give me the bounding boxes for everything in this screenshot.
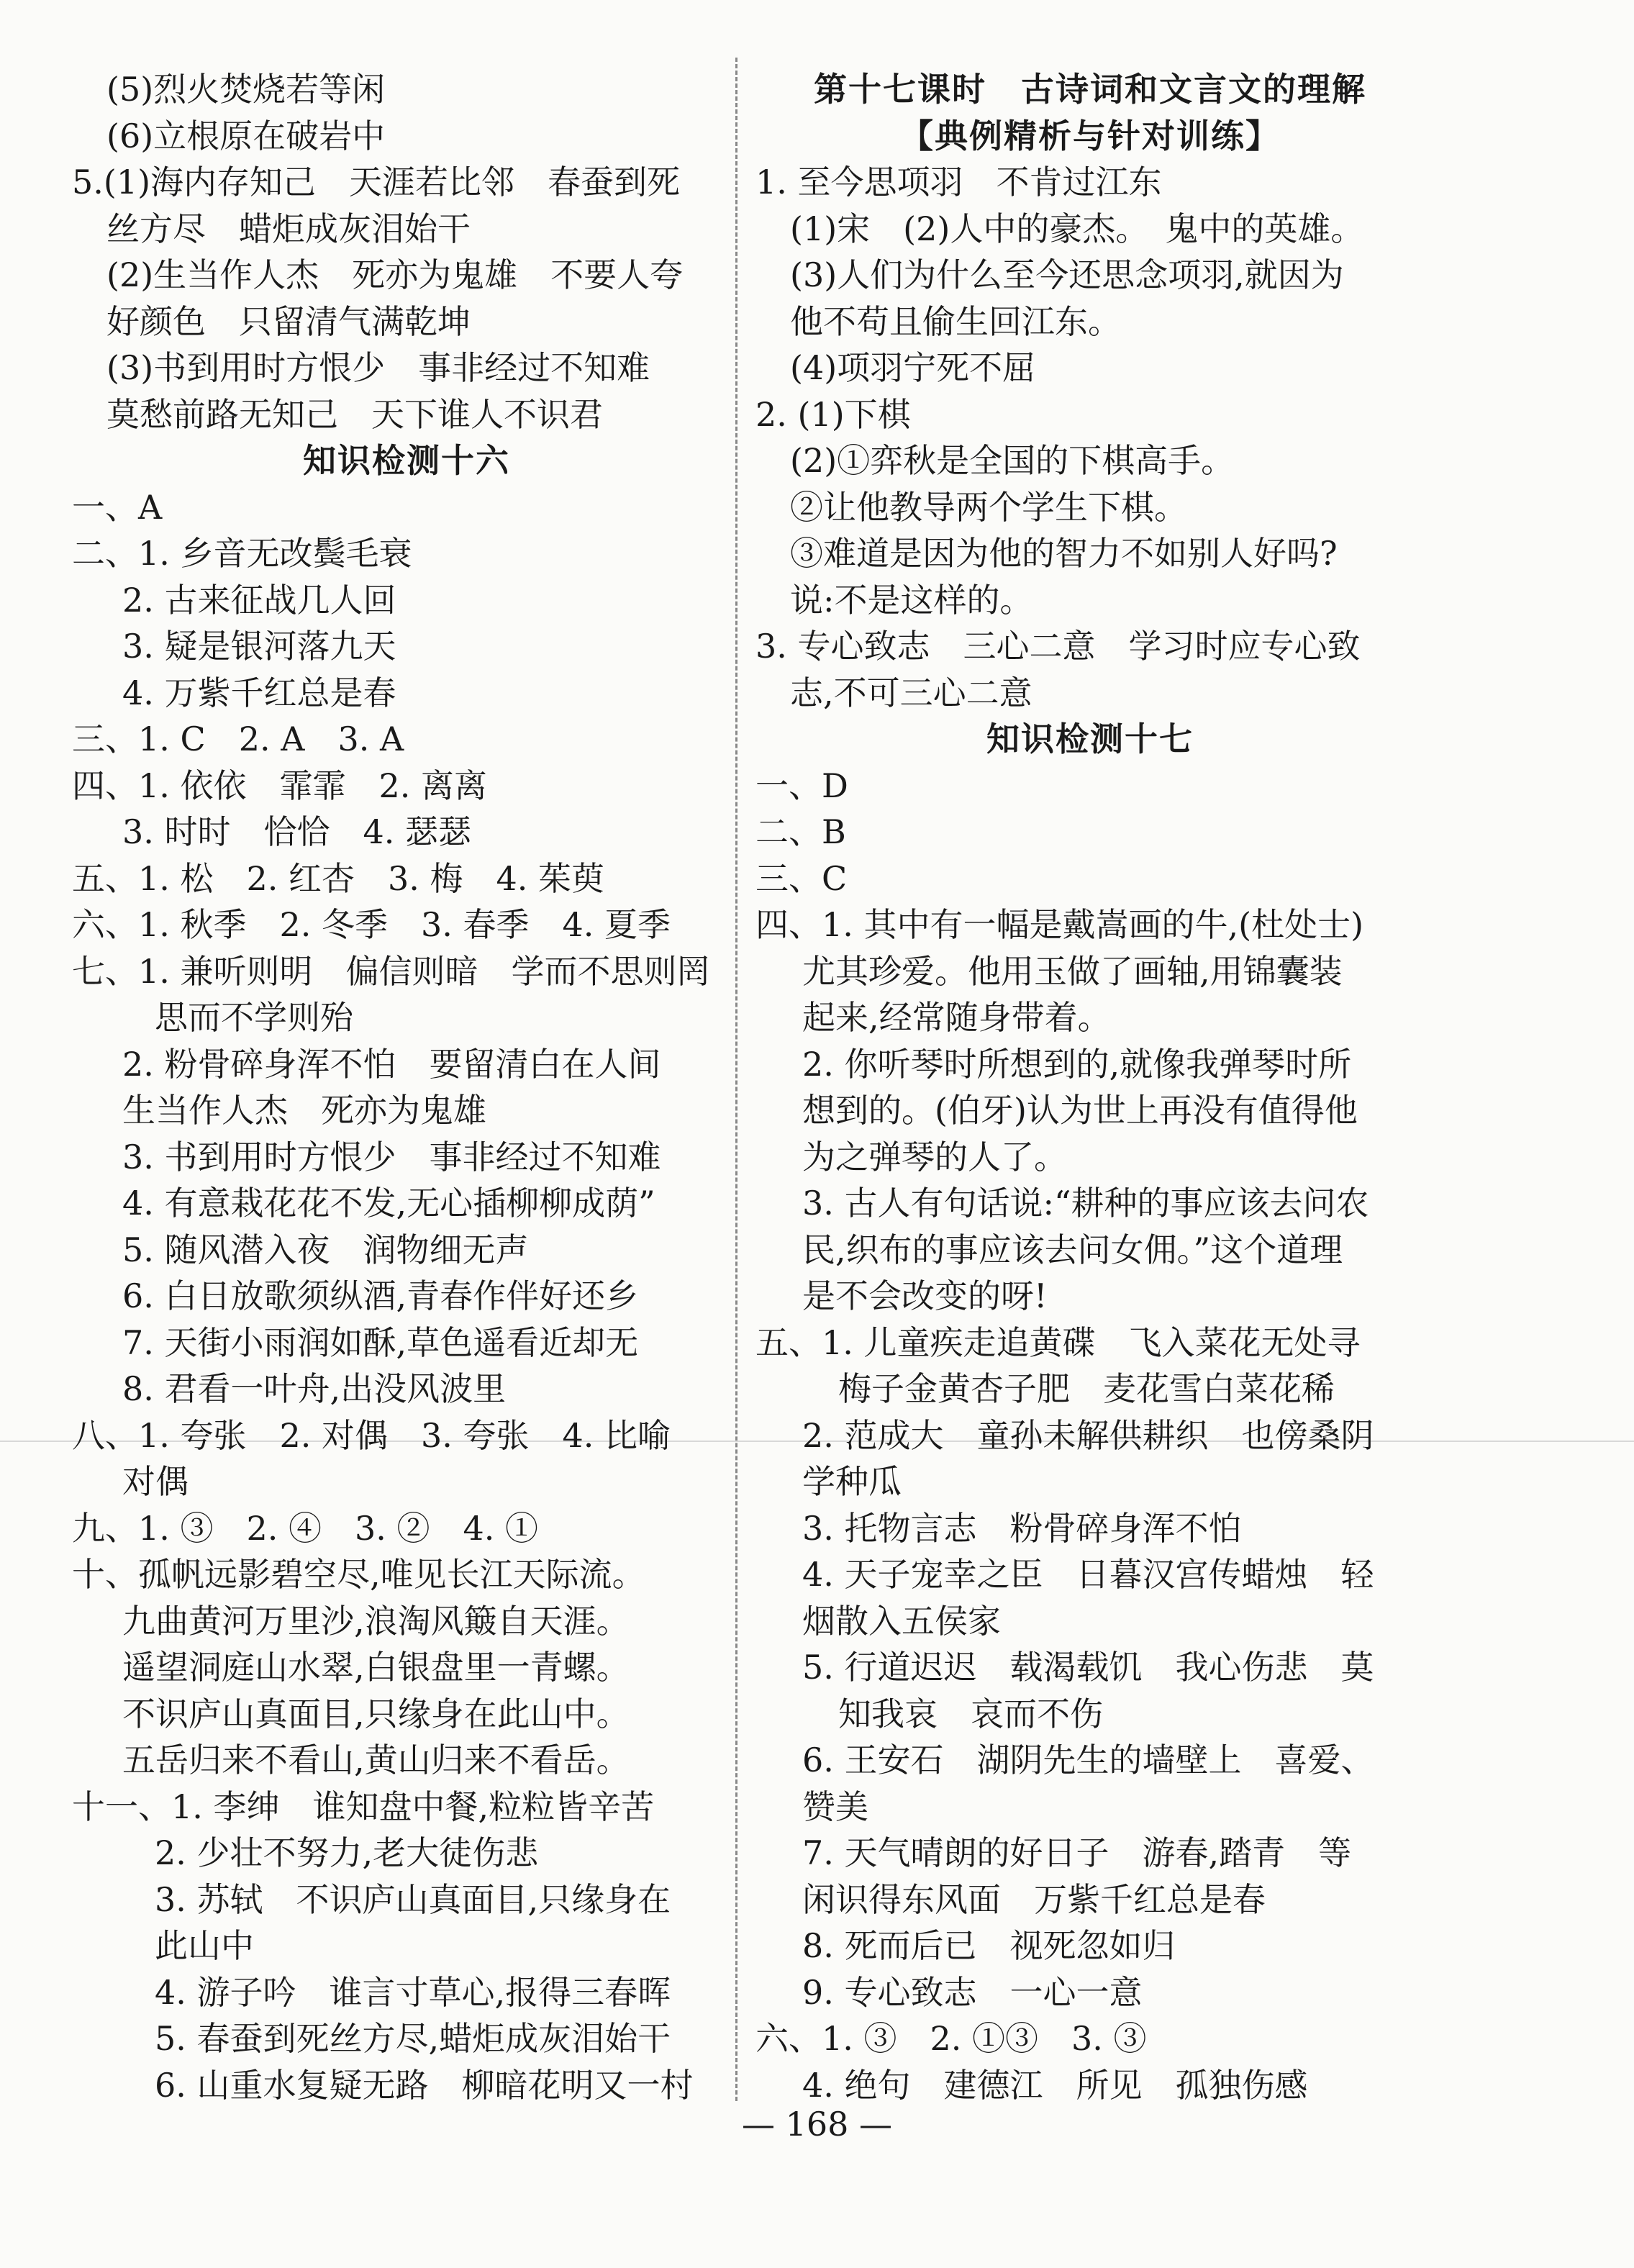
answer-line: 5.(1)海内存知己 天涯若比邻 春蚕到死 (72, 163, 681, 201)
answer-line: 2. (1)下棋 (755, 394, 911, 434)
answer-line: 2. 你听琴时所想到的,就像我弹琴时所 (802, 1044, 1352, 1084)
answer-line: 他不苟且偷生回江东。 (790, 301, 1121, 341)
answer-line: 6. 山重水复疑无路 柳暗花明又一村 (155, 2065, 694, 2105)
answer-line: 思而不学则殆 (155, 998, 353, 1037)
answer-line: 二、1. 乡音无改鬓毛衰 (72, 534, 412, 573)
answer-line: 民,织布的事应该去问女佣。”这个道理 (802, 1230, 1343, 1269)
answer-line: 丝方尽 蜡炬成灰泪始干 (106, 209, 471, 248)
answer-line: 梅子金黄杏子肥 麦花雪白菜花稀 (838, 1369, 1335, 1408)
answer-line: 7. 天街小雨润如酥,草色遥看近却无 (122, 1323, 639, 1362)
answer-line: 8. 死而后已 视死忽如归 (802, 1926, 1176, 1965)
answer-line: 1. 至今思项羽 不肯过江东 (755, 163, 1162, 201)
answer-line: (2)①弈秋是全国的下棋高手。 (790, 441, 1235, 480)
answer-line: (4)项羽宁死不屈 (790, 348, 1036, 387)
answer-line: 3. 专心致志 三心二意 学习时应专心致 (755, 627, 1361, 666)
answer-line: 4. 万紫千红总是春 (122, 673, 396, 712)
answer-line: 5. 春蚕到死丝方尽,蜡炬成灰泪始干 (155, 2019, 671, 2058)
right-column (755, 66, 1425, 2108)
answer-line: 一、A (72, 487, 163, 527)
answer-line: 4. 游子吟 谁言寸草心,报得三春晖 (155, 1972, 671, 2012)
answer-line: 十一、1. 李绅 谁知盘中餐,粒粒皆辛苦 (72, 1787, 655, 1826)
answer-line: 二、B (755, 812, 846, 851)
answer-line: (1)宋 (2)人中的豪杰。 鬼中的英雄。 (790, 209, 1364, 248)
answer-line: 2. 少壮不努力,老大徒伤悲 (155, 1833, 539, 1872)
answer-line: 6. 白日放歌须纵酒,青春作伴好还乡 (122, 1276, 639, 1315)
page-number: — 168 — (741, 2105, 893, 2144)
answer-line: 7. 天气晴朗的好日子 游春,踏青 等 (802, 1833, 1352, 1872)
answer-line: 4. 绝句 建德江 所见 孤独伤感 (802, 2065, 1308, 2105)
answer-line: (3)人们为什么至今还思念项羽,就因为 (790, 255, 1344, 294)
answer-line: 五岳归来不看山,黄山归来不看岳。 (122, 1741, 630, 1779)
answer-line: 生当作人杰 死亦为鬼雄 (122, 1091, 486, 1130)
section-heading: 第十七课时 古诗词和文言文的理解 (814, 70, 1366, 109)
answer-line: 烟散入五侯家 (802, 1601, 1001, 1641)
answer-line: 闲识得东风面 万紫千红总是春 (802, 1879, 1266, 1919)
answer-line: 六、1. 秋季 2. 冬季 3. 春季 4. 夏季 (72, 905, 671, 944)
answer-line: 尤其珍爱。他用玉做了画轴,用锦囊装 (802, 951, 1343, 991)
left-column (72, 66, 741, 2108)
answer-line: 一、D (755, 766, 848, 805)
answer-line: (5)烈火焚烧若等闲 (106, 70, 386, 109)
section-heading: 【典例精析与针对训练】 (900, 116, 1280, 155)
answer-line: 5. 行道迟迟 载渴载饥 我心伤悲 莫 (802, 1648, 1374, 1687)
answer-line: 起来,经常随身带着。 (802, 998, 1111, 1037)
answer-line: 知我哀 哀而不伤 (838, 1694, 1103, 1733)
answer-line: (2)生当作人杰 死亦为鬼雄 不要人夸 (106, 255, 684, 294)
answer-line: 七、1. 兼听则明 偏信则暗 学而不思则罔 (72, 951, 710, 991)
answer-line: 四、1. 依依 霏霏 2. 离离 (72, 766, 488, 805)
answer-line: 3. 疑是银河落九天 (122, 627, 396, 666)
answer-line: 6. 王安石 湖阴先生的墙壁上 喜爱、 (802, 1741, 1374, 1779)
answer-line: 五、1. 松 2. 红杏 3. 梅 4. 茱萸 (72, 858, 605, 898)
answer-line: 此山中 (155, 1926, 254, 1965)
answer-line: 不识庐山真面目,只缘身在此山中。 (122, 1694, 630, 1733)
answer-line: 好颜色 只留清气满乾坤 (106, 301, 471, 341)
answer-line: 赞美 (802, 1787, 868, 1826)
answer-line: 9. 专心致志 一心一意 (802, 1972, 1143, 2012)
answer-line: 六、1. ③ 2. ①③ 3. ③ (755, 2019, 1147, 2058)
answer-line: 3. 书到用时方恨少 事非经过不知难 (122, 1137, 661, 1176)
answer-line: 3. 苏轼 不识庐山真面目,只缘身在 (155, 1879, 671, 1919)
answer-line: 8. 君看一叶舟,出没风波里 (122, 1369, 507, 1408)
answer-line: 5. 随风潜入夜 润物细无声 (122, 1230, 529, 1269)
answer-line: 九曲黄河万里沙,浪淘风簸自天涯。 (122, 1601, 630, 1641)
answer-line: 八、1. 夸张 2. 对偶 3. 夸张 4. 比喻 (72, 1415, 671, 1455)
answer-line: 遥望洞庭山水翠,白银盘里一青螺。 (122, 1648, 630, 1687)
answer-line: 2. 范成大 童孙未解供耕织 也傍桑阴 (802, 1415, 1374, 1455)
answer-line: 是不会改变的呀! (802, 1276, 1048, 1315)
answer-line: 十、孤帆远影碧空尽,唯见长江天际流。 (72, 1555, 645, 1594)
answer-line: 莫愁前路无知己 天下谁人不识君 (106, 394, 603, 434)
answer-line: 九、1. ③ 2. ④ 3. ② 4. ① (72, 1508, 539, 1548)
answer-line: ②让他教导两个学生下棋。 (790, 487, 1187, 527)
answer-line: 三、C (755, 858, 848, 898)
answer-line: 2. 古来征战几人回 (122, 580, 396, 620)
answer-line: 学种瓜 (802, 1462, 902, 1501)
answer-line: 说:不是这样的。 (790, 580, 1033, 620)
answer-line: 3. 古人有句话说:“耕种的事应该去问农 (802, 1184, 1369, 1223)
answer-line: 志,不可三心二意 (790, 673, 1032, 712)
answer-line: 为之弹琴的人了。 (802, 1137, 1067, 1176)
answer-line: 4. 天子宠幸之臣 日暮汉宫传蜡烛 轻 (802, 1555, 1374, 1594)
answer-line: 3. 托物言志 粉骨碎身浑不怕 (802, 1508, 1242, 1548)
answer-line: 4. 有意栽花花不发,无心插柳柳成荫” (122, 1184, 655, 1223)
answer-line: 3. 时时 恰恰 4. 瑟瑟 (122, 812, 472, 851)
section-heading: 知识检测十七 (986, 720, 1194, 758)
section-heading: 知识检测十六 (303, 441, 510, 480)
answer-line: 对偶 (122, 1462, 189, 1501)
answer-line: (6)立根原在破岩中 (106, 116, 386, 155)
answer-line: 五、1. 儿童疾走追黄碟 飞入菜花无处寻 (755, 1323, 1361, 1362)
answer-line: 2. 粉骨碎身浑不怕 要留清白在人间 (122, 1044, 661, 1084)
answer-line: 三、1. C 2. A 3. A (72, 720, 404, 758)
answer-line: 四、1. 其中有一幅是戴嵩画的牛,(杜处士) (755, 905, 1364, 944)
answer-line: ③难道是因为他的智力不如别人好吗? (790, 534, 1338, 573)
answer-line: 想到的。(伯牙)认为世上再没有值得他 (802, 1091, 1358, 1130)
answer-line: (3)书到用时方恨少 事非经过不知难 (106, 348, 650, 387)
